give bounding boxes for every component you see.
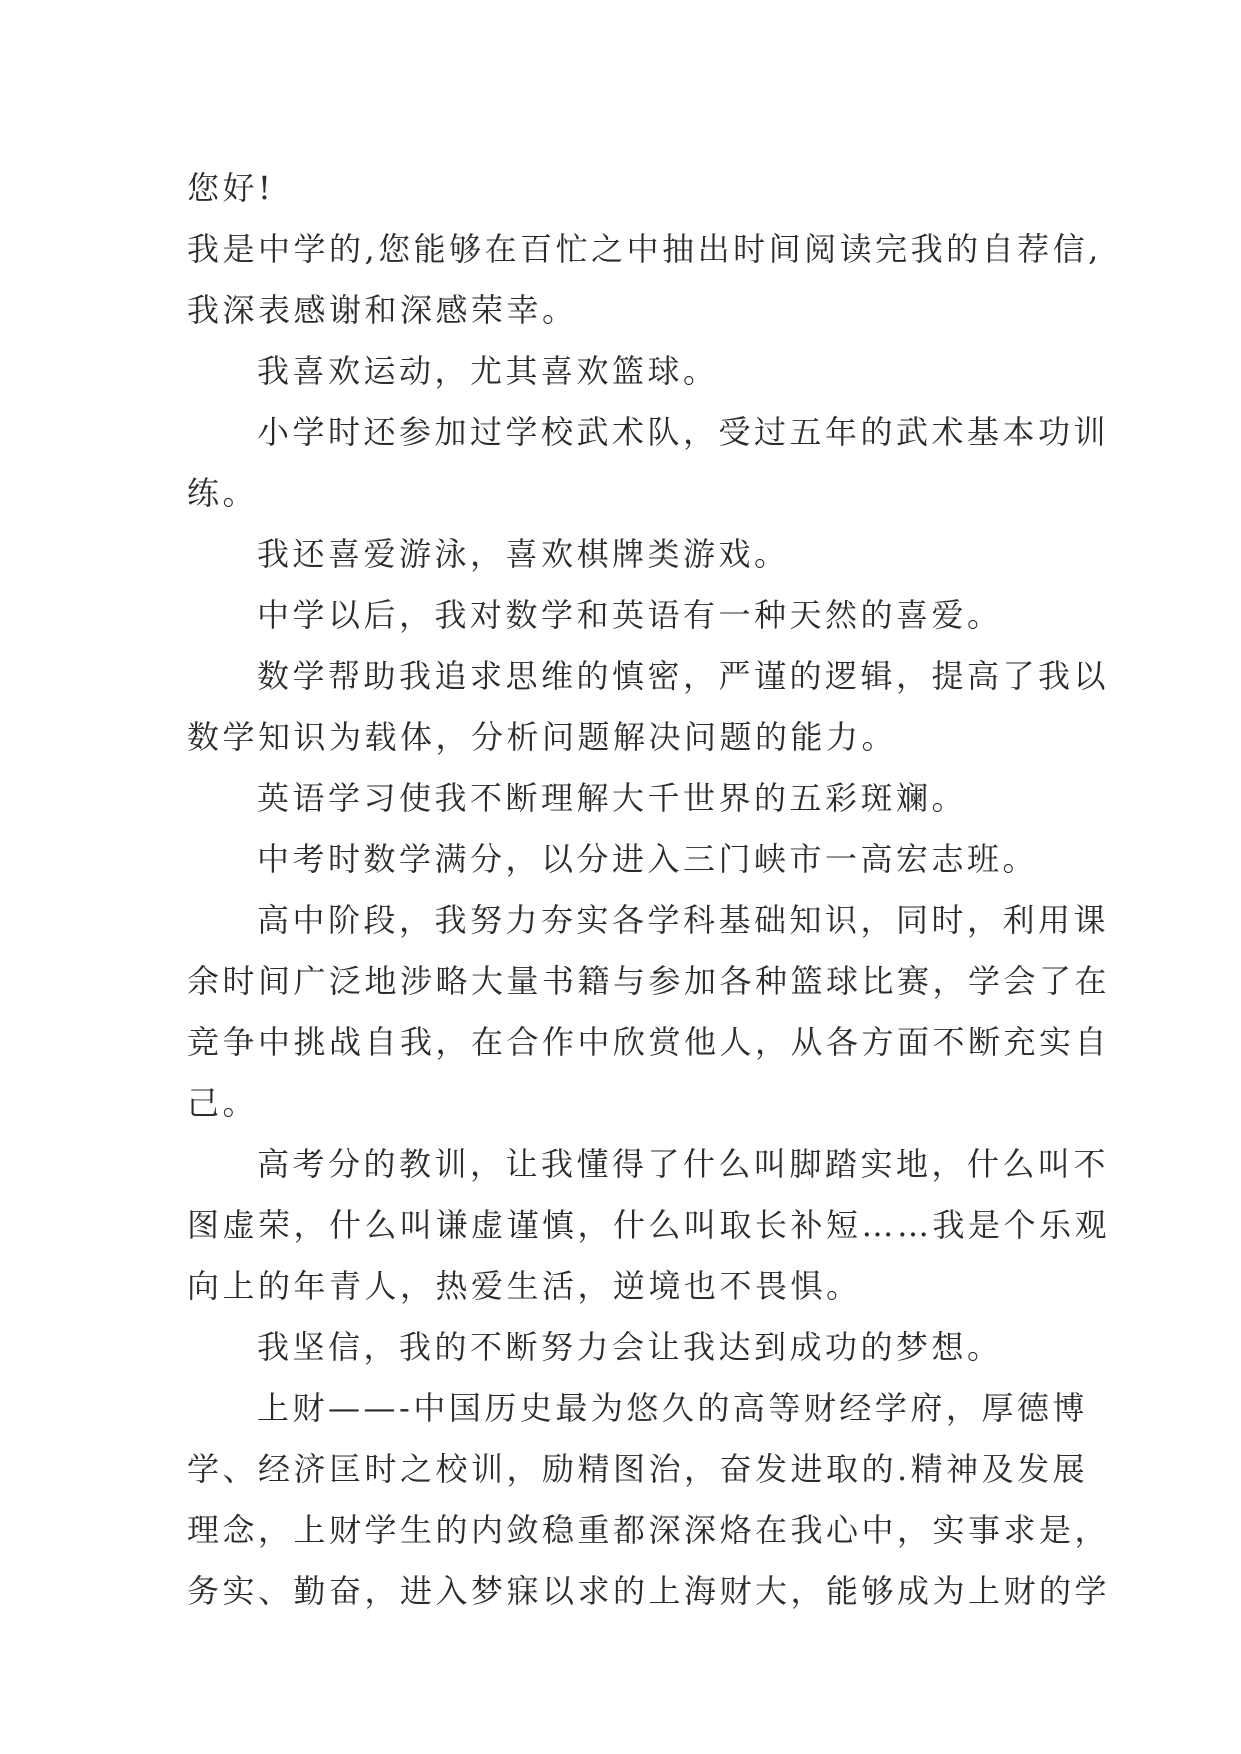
paragraph-math-line: 数学知识为载体，分析问题解决问题的能力。 (187, 718, 898, 756)
paragraph-intro-line: 我深表感谢和深感荣幸。 (187, 291, 578, 329)
paragraph-subjects-line: 中学以后，我对数学和英语有一种天然的喜爱。 (257, 596, 1003, 634)
paragraph-english-line: 英语学习使我不断理解大千世界的五彩斑斓。 (257, 779, 968, 817)
greeting: 您好! (187, 169, 275, 207)
letter-body (187, 158, 1111, 1622)
paragraph-hobbies-line: 我还喜爱游泳，喜欢棋牌类游戏。 (257, 535, 790, 573)
paragraph-university-line: 上财——-中国历史最为悠久的高等财经学府，厚德博 (257, 1389, 1088, 1427)
paragraph-highschool-line: 高中阶段，我努力夯实各学科基础知识，同时，利用课 (257, 901, 1110, 939)
paragraph-lesson-line: 高考分的教训，让我懂得了什么叫脚踏实地，什么叫不 (257, 1145, 1110, 1183)
paragraph-university-line: 务实、勤奋，进入梦寐以求的上海财大，能够成为上财的学 (187, 1572, 1111, 1610)
paragraph-belief-line: 我坚信，我的不断努力会让我达到成功的梦想。 (257, 1328, 1003, 1366)
paragraph-lesson-line: 图虚荣，什么叫谦虚谨慎，什么叫取长补短……我是个乐观 (187, 1206, 1111, 1244)
paragraph-highschool-line: 己。 (187, 1084, 259, 1122)
paragraph-exam-line: 中考时数学满分，以分进入三门峡市一高宏志班。 (257, 840, 1039, 878)
paragraph-math-line: 数学帮助我追求思维的慎密，严谨的逻辑，提高了我以 (257, 657, 1110, 695)
paragraph-university-line: 学、经济匡时之校训，励精图治，奋发进取的.精神及发展 (187, 1450, 1089, 1488)
paragraph-martial-arts-line: 小学时还参加过学校武术队，受过五年的武术基本功训 (257, 413, 1110, 451)
paragraph-martial-arts-line: 练。 (187, 474, 259, 512)
paragraph-highschool-line: 余时间广泛地涉略大量书籍与参加各种篮球比赛，学会了在 (187, 962, 1111, 1000)
paragraph-lesson-line: 向上的年青人，热爱生活，逆境也不畏惧。 (187, 1267, 862, 1305)
paragraph-sports-line: 我喜欢运动，尤其喜欢篮球。 (257, 352, 719, 390)
paragraph-university-line: 理念，上财学生的内敛稳重都深深烙在我心中，实事求是， (187, 1511, 1111, 1549)
paragraph-intro-line: 我是中学的,您能够在百忙之中抽出时间阅读完我的自荐信, (187, 230, 1102, 268)
paragraph-highschool-line: 竞争中挑战自我，在合作中欣赏他人，从各方面不断充实自 (187, 1023, 1111, 1061)
